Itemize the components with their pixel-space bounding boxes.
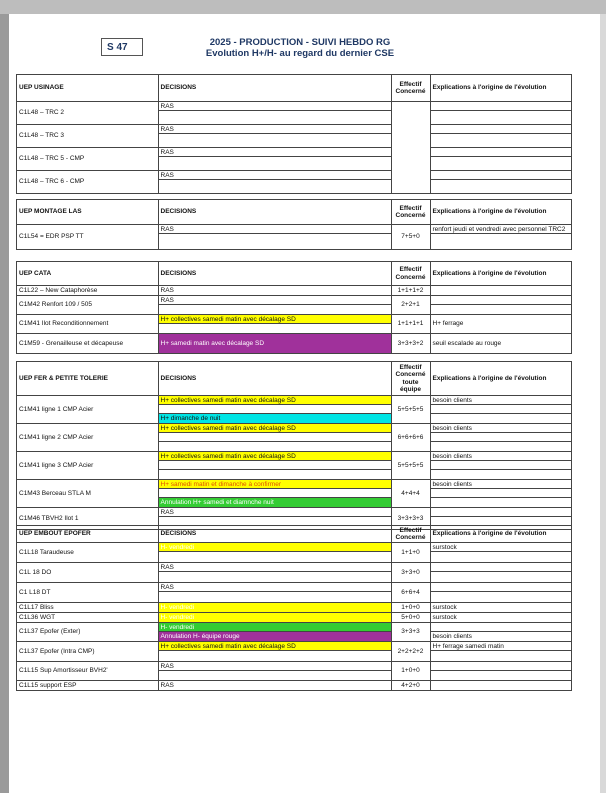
uep-cell: C1M42 Renfort 109 / 505 [17,296,159,315]
uep-cell: C1L48 – TRC 6 - CMP [17,171,159,194]
section-title-embout: UEP EMBOUT EPOFER [17,526,159,543]
table-row [17,396,572,424]
explication-cell: seuil escalade au rouge [430,334,572,354]
explication-cell: besoin clients [432,633,472,640]
header-explications: Explications à l'origine de l'évolution [430,200,572,225]
effectif-cell [391,102,430,194]
uep-cell: C1L36 WGT [17,613,159,623]
explication-cell: H+ ferrage samedi matin [431,642,572,651]
page-subtitle: Evolution H+/H- au regard du dernier CSE [205,48,395,59]
table-row [17,613,572,623]
table-row [17,225,572,250]
decision-cell: RAS [159,102,391,111]
decision-cell: H+ collectives samedi matin avec décalage SD [159,452,391,461]
section-title-montage: UEP MONTAGE LAS [17,200,159,225]
header-effectif: Effectif Concerné [391,200,430,225]
uep-cell: C1L37 Epofer (Intra CMP) [17,642,159,662]
explication-cell: besoin clients [431,396,572,405]
table-row [17,148,572,171]
decision-cell: RAS [159,225,391,234]
table-embout [16,525,572,691]
decision-cell: RAS [159,662,391,671]
table-row [17,125,572,148]
header-effectif-equipe: Effectif Concerné toute équipe [391,362,430,396]
header-decisions: DECISIONS [158,262,391,286]
effectif-cell: 6+6+4 [391,583,430,603]
table-row [17,543,572,563]
table-fer [16,361,572,530]
uep-cell: C1M41 ligne 1 CMP Acier [17,396,159,424]
uep-cell: C1L15 support ESP [17,681,159,691]
uep-cell: C1M41 ligne 2 CMP Acier [17,424,159,452]
decision-cell: H- vendredi [159,623,391,632]
decision-cell: RAS [159,508,391,517]
table-row [17,681,572,691]
week-label: S 47 [101,38,143,56]
uep-cell: C1M41 Ilot Reconditionnement [17,315,159,334]
explication-cell [431,286,572,295]
table-row [17,480,572,508]
header-effectif: Effectif Concerné [391,75,430,102]
table-row [17,171,572,194]
decision-cell: H+ collectives samedi matin avec décalage SD [159,642,391,651]
decision-cell: H+ samedi matin et dimanche à confirmer [159,480,391,489]
effectif-cell: 3+3+3+2 [391,334,430,354]
decision-cell: RAS [159,563,391,572]
uep-cell: C1L17 Bliss [17,603,159,613]
header-explications: Explications à l'origine de l'évolution [430,526,572,543]
effectif-cell: 1+1+0 [391,543,430,563]
decision-cell: RAS [160,682,174,689]
section-title-usinage: UEP USINAGE [17,75,159,102]
uep-cell: C1M59 - Grenailleuse et décapeuse [17,334,159,354]
decision-cell: RAS [159,583,391,592]
header-decisions: DECISIONS [158,362,391,396]
effectif-cell: 5+0+0 [391,613,430,623]
effectif-cell: 1+0+0 [391,603,430,613]
effectif-cell: 5+5+5+5 [391,452,430,480]
decision-cell: H+ collectives samedi matin avec décalage SD [159,396,391,405]
effectif-cell: 3+3+3 [391,623,430,642]
header-explications: Explications à l'origine de l'évolution [430,75,572,102]
uep-cell: C1L37 Epofer (Exter) [17,623,159,642]
uep-cell: C1M43 Berceau STLA M [17,480,159,508]
table-row [17,286,572,296]
table-row [17,603,572,613]
header-explications: Explications à l'origine de l'évolution [430,262,572,286]
header-effectif: Effectif Concerné [391,262,430,286]
explication-cell: surstock [432,614,457,621]
decision-cell: H+ samedi matin avec décalage SD [158,334,391,354]
table-row [17,662,572,681]
table-usinage [16,74,572,194]
effectif-cell: 1+1+1+2 [391,286,430,296]
decision-cell: H- vendredi [159,613,391,622]
effectif-cell: 1+0+0 [391,662,430,681]
table-row [17,583,572,603]
uep-cell: C1M41 ligne 3 CMP Acier [17,452,159,480]
decision-cell: RAS [160,287,174,294]
effectif-cell: 4+2+0 [391,681,430,691]
explication-cell: besoin clients [431,452,572,461]
effectif-cell: 2+2+2+2 [391,642,430,662]
effectif-cell: 3+3+0 [391,563,430,583]
decision-cell: RAS [159,148,391,157]
table-row [17,102,572,125]
decision-cell-2: Annulation H- équipe rouge [159,632,391,641]
header-decisions: DECISIONS [158,200,391,225]
decision-cell-2: H+ dimanche de nuit [159,414,391,423]
decision-cell: H+ collectives samedi matin avec décalage SD [159,424,391,433]
header-explications: Explications à l'origine de l'évolution [430,362,572,396]
uep-cell: C1L22 – New Cataphorèse [17,286,159,296]
header-effectif: Effectif Concerné [391,526,430,543]
decision-cell-2: Annulation H+ samedi et diamnche nuit [159,498,391,507]
table-row [17,623,572,642]
window-top-edge [0,0,606,14]
table-row [17,563,572,583]
effectif-cell: 3+3+3+3 [391,508,430,530]
window-left-edge [0,14,9,793]
effectif-cell: 1+1+1+1 [391,315,430,334]
uep-cell: C1L54 = EDR PSP TT [17,225,159,250]
uep-cell: C1L48 – TRC 3 [17,125,159,148]
effectif-cell: 4+4+4 [391,480,430,508]
effectif-cell: 5+5+5+5 [391,396,430,424]
decision-cell: H+ collectives samedi matin avec décalage SD [159,315,391,324]
explication-cell [431,296,572,305]
section-title-cata: UEP CATA [17,262,159,286]
explication-cell: H+ ferrage [430,315,572,334]
table-row [17,334,572,354]
header-decisions: DECISIONS [158,75,391,102]
explication-cell: besoin clients [431,424,572,433]
table-row [17,296,572,315]
section-title-fer: UEP FER & PETITE TOLERIE [17,362,159,396]
uep-cell: C1L48 – TRC 5 - CMP [17,148,159,171]
decision-cell: H- vendredi [159,603,391,612]
uep-cell: C1L 18 DO [17,563,159,583]
explication-cell: besoin clients [431,480,572,489]
explication-cell: renfort jeudi et vendredi avec personnel TRC2 [431,225,572,234]
table-row [17,642,572,662]
table-montage [16,199,572,250]
effectif-cell: 7+5+0 [391,225,430,250]
uep-cell: C1M46 TBVH2 Ilot 1 [17,508,159,530]
table-row [17,452,572,480]
decision-cell: H- vendredi [159,543,391,552]
explication-cell: surstock [432,604,457,611]
table-row [17,315,572,334]
uep-cell: C1L15 Sup Amortisseur BVH2' [17,662,159,681]
uep-cell: C1L48 – TRC 2 [17,102,159,125]
page-title: 2025 - PRODUCTION - SUIVI HEBDO RG [209,37,391,48]
decision-cell: RAS [159,171,391,180]
effectif-cell: 6+6+6+6 [391,424,430,452]
uep-cell: C1 L18 DT [17,583,159,603]
effectif-cell: 2+2+1 [391,296,430,315]
explication-cell: surstock [431,543,572,552]
table-row [17,424,572,452]
uep-cell: C1L18 Taraudeuse [17,543,159,563]
decision-cell: RAS [159,125,391,134]
table-cata [16,261,572,354]
header-decisions: DECISIONS [158,526,391,543]
decision-cell: RAS [159,296,391,305]
